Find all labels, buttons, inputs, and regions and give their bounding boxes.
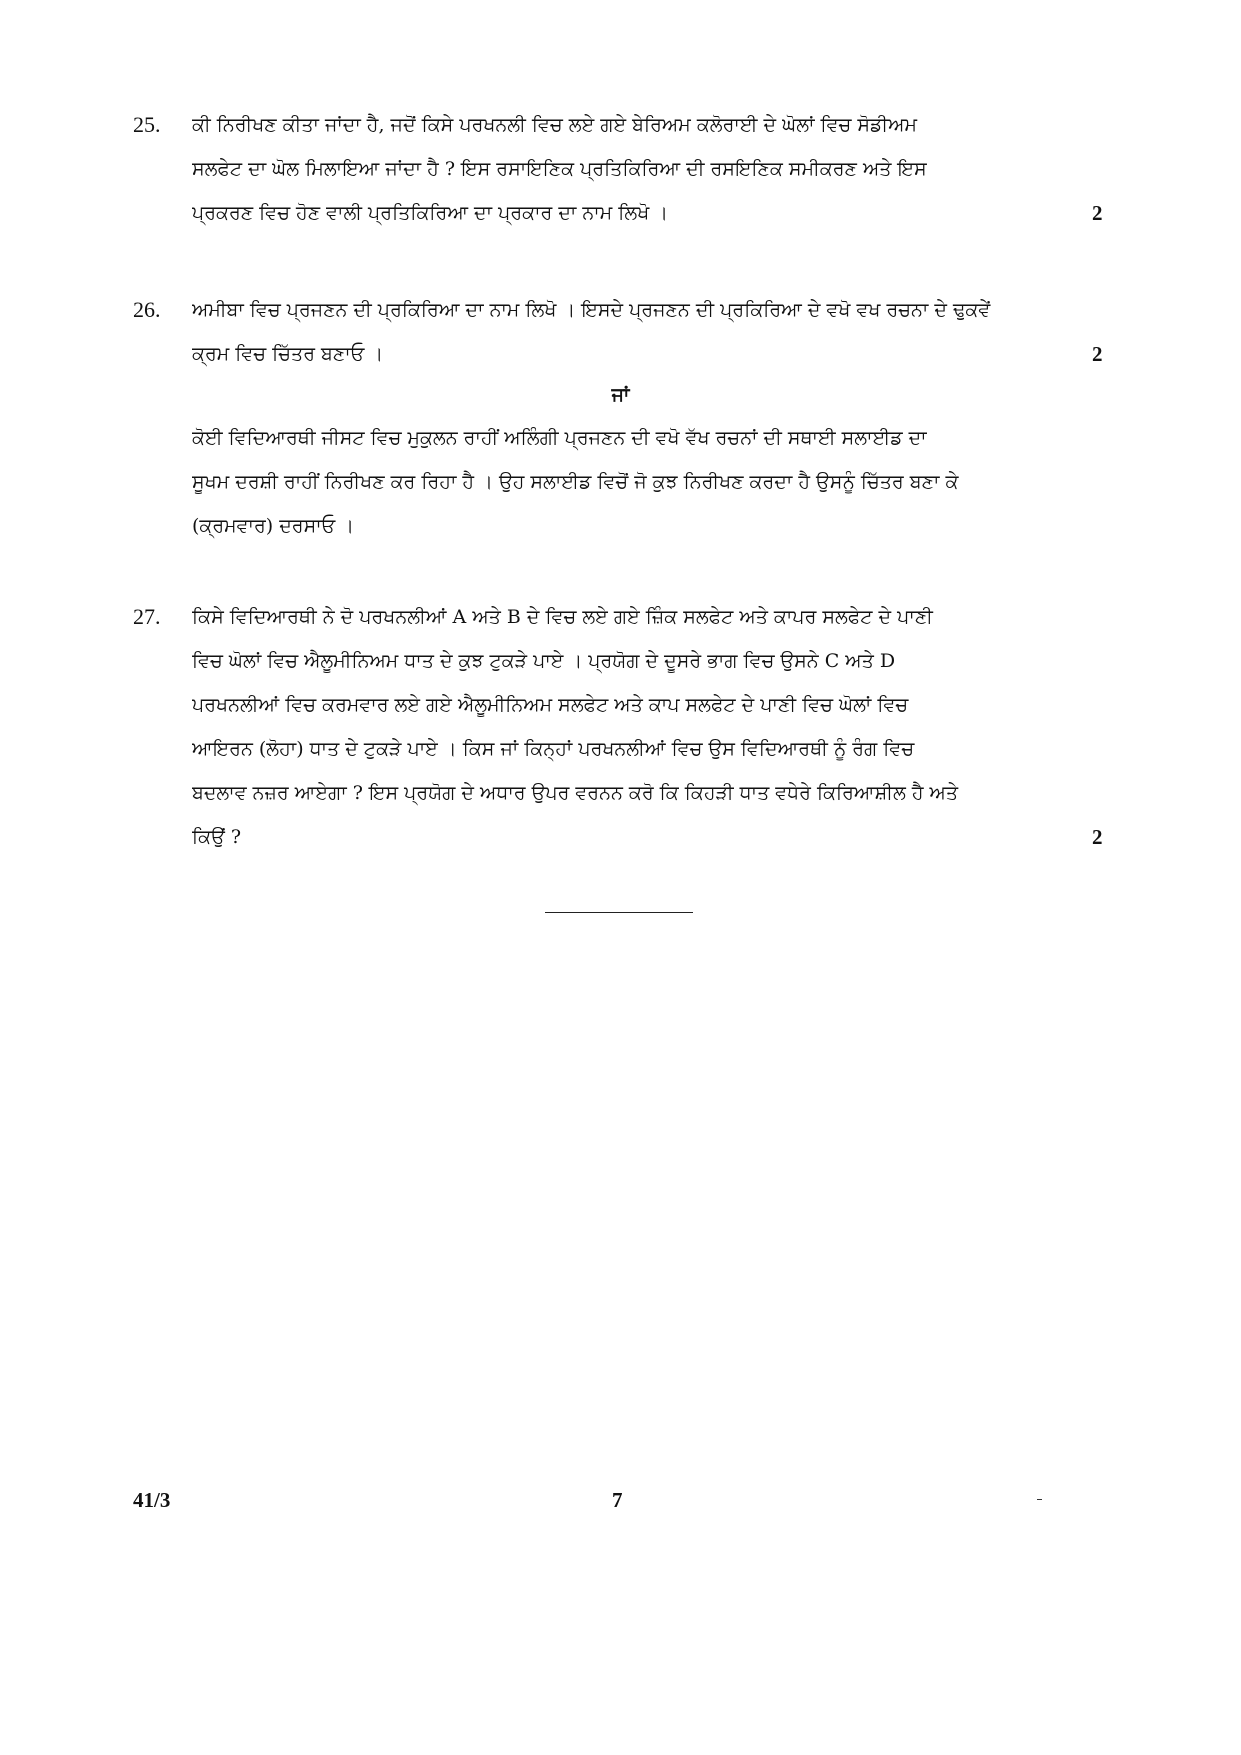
or-label: ਜਾਂ: [611, 384, 630, 406]
question-line: ਕਿਉਂ ?: [192, 826, 242, 848]
question-text: [192, 103, 1062, 235]
marks: 2: [1092, 825, 1103, 849]
question-line: ਕ੍ਰਮ ਵਿਚ ਚਿੱਤਰ ਬਣਾਓ ।: [192, 343, 384, 365]
question-line: ਕੀ ਨਿਰੀਖਣ ਕੀਤਾ ਜਾਂਦਾ ਹੈ, ਜਦੋਂ ਕਿਸੇ ਪਰਖਨਲੀ ਵਿਚ ਲਏ ਗਏ ਬੇਰਿਅਮ ਕਲੋਰਾਈ ਦੇ ਘੋਲਾਂ ਵਿਚ ਸੋਡੀਅਮ: [192, 114, 917, 136]
question-number: 25.: [133, 112, 161, 137]
question-line: (ਕ੍ਰਮਵਾਰ) ਦਰਸਾਓ ।: [192, 515, 355, 537]
question-text: [192, 595, 1062, 859]
question-line: ਪ੍ਰਕਰਣ ਵਿਚ ਹੋਣ ਵਾਲੀ ਪ੍ਰਤਿਕਿਰਿਆ ਦਾ ਪ੍ਰਕਾਰ ਦਾ ਨਾਮ ਲਿਖੋ ।: [192, 202, 669, 224]
marks: 2: [1092, 342, 1103, 366]
question-line: ਬਦਲਾਵ ਨਜ਼ਰ ਆਏਗਾ ? ਇਸ ਪ੍ਰਯੋਗ ਦੇ ਅਧਾਰ ਉਪਰ ਵਰਨਨ ਕਰੋ ਕਿ ਕਿਹੜੀ ਧਾਤ ਵਧੇਰੇ ਕਿਰਿਆਸ਼ੀਲ ਹੈ ਅਤੇ: [192, 782, 959, 804]
question-line: ਅਮੀਬਾ ਵਿਚ ਪ੍ਰਜਣਨ ਦੀ ਪ੍ਰਕਿਰਿਆ ਦਾ ਨਾਮ ਲਿਖੋ । ਇਸਦੇ ਪ੍ਰਜਣਨ ਦੀ ਪ੍ਰਕਿਰਿਆ ਦੇ ਵਖੋ ਵਖ ਰਚਨਾ ਦੇ ਢੁਕਵੇਂ: [192, 299, 991, 321]
question-line: ਪਰਖਨਲੀਆਂ ਵਿਚ ਕਰਮਵਾਰ ਲਏ ਗਏ ਐਲੂਮੀਨਿਅਮ ਸਲਫੇਟ ਅਤੇ ਕਾਪ ਸਲਫੇਟ ਦੇ ਪਾਣੀ ਵਿਚ ਘੋਲਾਂ ਵਿਚ: [192, 694, 909, 716]
question-line: ਸੂਖਮ ਦਰਸ਼ੀ ਰਾਹੀਂ ਨਿਰੀਖਣ ਕਰ ਰਿਹਾ ਹੈ । ਉਹ ਸਲਾਈਡ ਵਿਚੋਂ ਜੋ ਕੁਝ ਨਿਰੀਖਣ ਕਰਦਾ ਹੈ ਉਸਨੂੰ ਚਿੱਤਰ ਬਣਾ ਕੇ: [192, 471, 959, 493]
marks: 2: [1092, 201, 1103, 225]
question-line: ਆਇਰਨ (ਲੋਹਾ) ਧਾਤ ਦੇ ਟੁਕੜੇ ਪਾਏ । ਕਿਸ ਜਾਂ ਕਿਨ੍ਹਾਂ ਪਰਖਨਲੀਆਂ ਵਿਚ ਉਸ ਵਿਦਿਆਰਥੀ ਨੂੰ ਰੰਗ ਵਿਚ: [192, 738, 915, 760]
paper-code: 41/3: [133, 1488, 171, 1512]
question-number: 27.: [133, 604, 161, 629]
question-text: [192, 416, 1062, 548]
question-line: ਵਿਚ ਘੋਲਾਂ ਵਿਚ ਐਲੂਮੀਨਿਅਮ ਧਾਤ ਦੇ ਕੁਝ ਟੁਕੜੇ ਪਾਏ । ਪ੍ਰਯੋਗ ਦੇ ਦੂਸਰੇ ਭਾਗ ਵਿਚ ਉਸਨੇ C ਅਤੇ D: [192, 650, 896, 672]
footer-mark: [1037, 1499, 1042, 1500]
question-number: 26.: [133, 297, 161, 322]
question-line: ਕਿਸੇ ਵਿਦਿਆਰਥੀ ਨੇ ਦੋ ਪਰਖਨਲੀਆਂ A ਅਤੇ B ਦੇ ਵਿਚ ਲਏ ਗਏ ਜ਼ਿੰਕ ਸਲਫੇਟ ਅਤੇ ਕਾਪਰ ਸਲਫੇਟ ਦੇ ਪਾਣੀ: [192, 606, 933, 628]
question-line: ਕੋਈ ਵਿਦਿਆਰਥੀ ਜੀਸਟ ਵਿਚ ਮੁਕੁਲਨ ਰਾਹੀਂ ਅਲਿੰਗੀ ਪ੍ਰਜਣਨ ਦੀ ਵਖੋ ਵੱਖ ਰਚਨਾਂ ਦੀ ਸਥਾਈ ਸਲਾਈਡ ਦਾ: [192, 427, 927, 449]
end-divider: [545, 912, 693, 913]
question-line: ਸਲਫੇਟ ਦਾ ਘੋਲ ਮਿਲਾਇਆ ਜਾਂਦਾ ਹੈ ? ਇਸ ਰਸਾਇਣਿਕ ਪ੍ਰਤਿਕਿਰਿਆ ਦੀ ਰਸਇਣਿਕ ਸਮੀਕਰਣ ਅਤੇ ਇਸ: [192, 158, 927, 180]
question-text: [192, 288, 1062, 376]
page-number: 7: [612, 1488, 623, 1512]
